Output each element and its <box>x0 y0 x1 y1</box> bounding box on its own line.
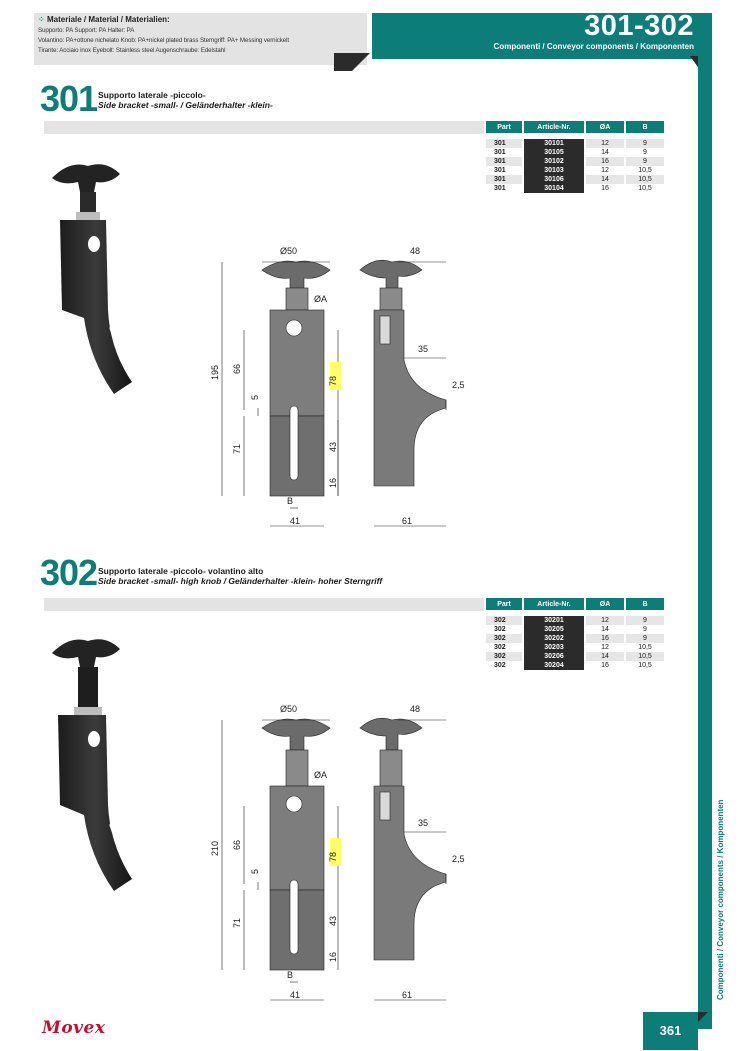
table-row: 301 30106 14 10,5 <box>486 175 664 184</box>
table-row: 301 30104 16 10,5 <box>494 185 652 192</box>
section-title-en-de: Side bracket -small- / Geländerhalter -klein- <box>98 100 273 110</box>
section-number: 302 <box>40 552 98 593</box>
table-row: 301 30105 14 9 <box>494 149 647 156</box>
section-number: 301 <box>40 78 98 119</box>
dim-thick: 2,5 <box>452 854 465 864</box>
side-strip <box>698 13 712 1029</box>
col-header-article: Article-Nr. <box>524 598 584 610</box>
dim-bottom: 16 <box>328 477 338 488</box>
table-row: 301 30102 16 9 <box>486 157 664 166</box>
dim-knob: Ø50 <box>280 246 298 256</box>
dim-depth: 48 <box>410 704 421 714</box>
dim-width: 41 <box>290 516 301 526</box>
dots-icon: ⁘ <box>38 15 45 24</box>
col-header-part: Part <box>486 121 522 133</box>
brand-logo: Movex <box>42 1018 106 1038</box>
table-header-row <box>486 121 664 133</box>
table-row: 302 30202 16 9 <box>486 634 664 643</box>
header-code: 301-302 <box>584 10 694 42</box>
dim-length: 61 <box>402 990 413 1000</box>
table-header-row <box>486 598 664 610</box>
col-header-diameter: ØA <box>586 121 624 133</box>
dim-knob: Ø50 <box>280 704 298 714</box>
materials-line: Tirante: Acciaio inox Eyebolt: Stainless steel Augenschraube: Edelstahl <box>38 47 226 54</box>
col-header-diameter: ØA <box>586 598 624 610</box>
dim-gap: 5 <box>250 394 260 400</box>
side-label: Componenti / Conveyor components / Komponenten <box>716 799 725 1000</box>
article-table <box>484 121 666 193</box>
section-title-it: Supporto laterale -piccolo- <box>98 90 206 100</box>
col-header-b: B <box>626 121 664 133</box>
dim-slot: 43 <box>328 441 338 452</box>
dim-hole: ØA <box>314 294 328 304</box>
product-photo <box>40 625 150 900</box>
dim-length: 61 <box>402 516 413 526</box>
dim-hole: ØA <box>314 770 328 780</box>
table-row: 301 30101 12 9 <box>486 139 664 148</box>
dim-height: 210 <box>210 840 220 856</box>
dim-b: B <box>287 970 294 980</box>
dim-offset: 35 <box>418 344 429 354</box>
dim-upper: 66 <box>232 839 242 850</box>
dim-width: 41 <box>290 990 301 1000</box>
dim-bottom: 16 <box>328 951 338 962</box>
page-corner <box>698 1012 708 1022</box>
dim-gap: 5 <box>250 868 260 874</box>
dim-slot: 43 <box>328 915 338 926</box>
dim-b: B <box>287 496 294 506</box>
col-header-b: B <box>626 598 664 610</box>
product-photo <box>40 150 150 400</box>
section-divider <box>44 598 484 611</box>
dim-upper: 66 <box>232 363 242 374</box>
dim-height: 195 <box>210 364 220 380</box>
dim-offset: 35 <box>418 818 429 828</box>
dim-thick: 2,5 <box>452 380 465 390</box>
table-row: 302 30205 14 9 <box>494 626 647 633</box>
col-header-part: Part <box>486 598 522 610</box>
dim-mid: 78 <box>328 375 338 386</box>
table-row: 302 30203 12 10,5 <box>494 644 652 651</box>
dim-lower: 71 <box>232 917 242 928</box>
dim-lower: 71 <box>232 443 242 454</box>
article-table <box>484 598 666 670</box>
dim-mid: 78 <box>328 851 338 862</box>
materials-title: ⁘ Materiale / Material / Materialien: <box>38 15 170 24</box>
page-number: 361 <box>643 1012 698 1050</box>
dim-depth: 48 <box>410 246 421 256</box>
technical-drawing <box>200 698 490 1010</box>
table-row: 301 30103 12 10,5 <box>494 167 652 174</box>
technical-drawing <box>200 240 490 535</box>
table-row: 302 30204 16 10,5 <box>494 662 652 669</box>
table-row: 302 30201 12 9 <box>486 616 664 625</box>
header-subtitle: Componenti / Conveyor components / Komponenten <box>493 42 694 51</box>
materials-line: Supporto: PA Support: PA Halter: PA <box>38 27 135 34</box>
materials-line: Volantino: PA+ottone nichelato Knob: PA+nickel plated brass Sterngriff: PA+ Messing vernickelt <box>38 37 290 44</box>
section-title-it: Supporto laterale -piccolo- volantino alto <box>98 566 264 576</box>
section-divider <box>44 121 484 134</box>
section-title-en-de: Side bracket -small- high knob / Geländerhalter -klein- hoher Sterngriff <box>98 576 383 586</box>
col-header-article: Article-Nr. <box>524 121 584 133</box>
table-row: 302 30206 14 10,5 <box>486 652 664 661</box>
